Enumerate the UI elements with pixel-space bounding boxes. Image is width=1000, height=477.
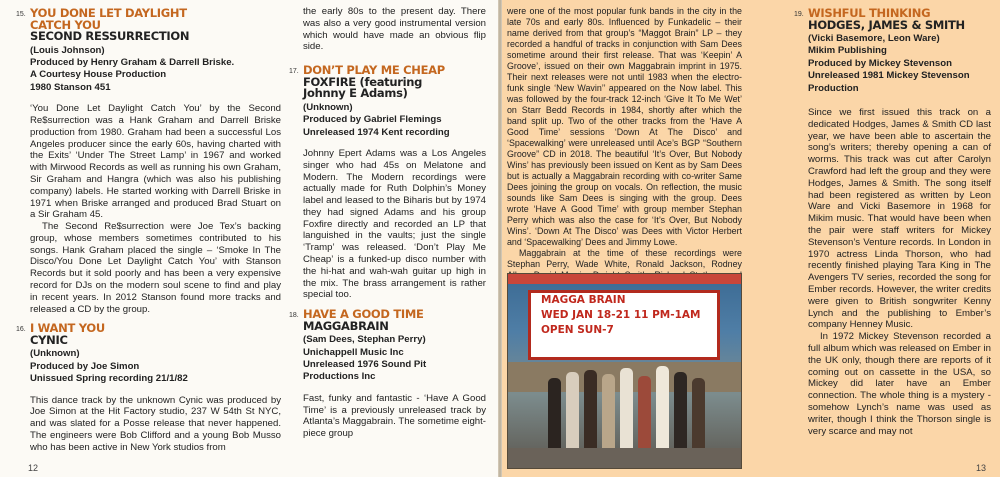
band-member-figure — [656, 366, 669, 450]
track-notes: Fast, funky and fantastic - ‘Have A Good Time’ is a previously unreleased track by Atlanta’s Maggabrain. The sometime eight-piece group — [303, 392, 486, 440]
track-title: DON’T PLAY ME CHEAP — [303, 63, 445, 78]
band-member-figure — [638, 376, 651, 450]
right-column-1 — [507, 6, 742, 292]
track-notes-continued: Maggabrain at the time of these recordings were Stephan Perry, Wade White, Ronald Jackson, Rodney — [507, 248, 742, 269]
band-member-figure — [674, 372, 687, 450]
club-marquee-sign: MAGGA BRAIN WED JAN 18-21 11 PM-1AM OPEN SUN-7 — [528, 290, 720, 360]
track-16 — [16, 321, 281, 453]
track-number: 17. — [289, 68, 299, 76]
track-artist: FOXFIRE (featuring Johnny E Adams) — [303, 74, 423, 101]
track-notes: Since we first issued this track on a dedicated Hodges, James & Smith CD last year, we have been able to ascertain the song’s writers; thereby opening a can of worms. This track was cut after Carolyn Crawford had left the group and they were Hodges, James & Smith. The song itself had been registered as written by Leon Ware and Vicki Basemore in 1968 for Mikim music. That would have been when the pair were staff writers for Mickey Stevenson’s Venture records. In London in 1970 actress Linda Thorson, who had recently finished playing Tara King in The Avengers TV series, recorded the song for Ember records. However, the writer credits were given to British songwriter Kenny Lynch and the publishing to Ember’s company Henney Music. — [808, 107, 991, 331]
track-number: 18. — [289, 312, 299, 320]
track-artist: SECOND RESSURRECTION — [30, 29, 190, 43]
band-member-figure — [548, 378, 561, 450]
track-number: 19. — [794, 11, 804, 18]
left-page — [0, 0, 498, 477]
track-artist: CYNIC — [30, 332, 68, 347]
track-15 — [16, 6, 281, 315]
track-title: WISHFUL THINKING — [808, 6, 931, 20]
track-notes: ‘You Done Let Daylight Catch You’ by the Second Re$surrection was a Hank Graham and Darrell Briske production from 1980. Graham had been a successful Los Angeles producer since the early 60s, having charted with the Exits’ ‘Under The Street Lamp’ in 1967 and worked with Mirwood Records as well as running his own Graham, Sir Graham and Hangra (which was also his publishing company) labels. He started working with Darrell Briske in 1971 when Briske arranged and produced Brad Stuart on a Sir Graham 45. — [30, 103, 281, 221]
band-member-figure — [584, 370, 597, 450]
right-column-2 — [794, 6, 991, 445]
track-credits: (Unknown) Produced by Joe Simon Unissued Spring recording 21/1/82 — [30, 348, 188, 385]
track-notes: The Second Re$surrection were Joe Tex’s backing group, whose members sometimes contributed to his songs. Hank Graham placed the single – ‘Smoke In The Disco/You Done Let Daylight Catch You’ with Stanson Records but it sold poorly and has been a very expensive record for DJs on the modern soul scene to find and play in recent years. In 2012 Stanson found more tracks and released a CD by the group. — [30, 221, 281, 315]
band-member-figure — [692, 378, 705, 450]
track-notes: Johnny Epert Adams was a Los Angeles singer who had 45s on Melatone and Modern. The Modern recordings were actually made for Ruth Dolphin’s Money label and leased to the Biharis but by 1974 they had signed Adams and his group Foxfire directly and recorded an LP that languished in the vaults; just the single ‘Tramp’ was released. ‘Don’t Play Me Cheap’ is a funked-up disco number with the hi-hat and wah-wah guitar up high in the mix. The brass arrangement is rather special too. — [303, 147, 486, 301]
track-artist: MAGGABRAIN — [303, 318, 389, 333]
track-title: HAVE A GOOD TIME — [303, 307, 424, 322]
left-column-2 — [289, 6, 486, 448]
track-title: YOU DONE LET DAYLIGHT CATCH YOU — [30, 6, 187, 32]
track-credits: (Unknown) Produced by Gabriel Flemings Unreleased 1974 Kent recording — [303, 101, 450, 138]
band-member-figure — [566, 372, 579, 450]
band-photo — [507, 273, 742, 469]
track-notes: In 1972 Mickey Stevenson recorded a full album which was released on Ember in the UK only, though there are reports of it coming out on cassette in the USA, so Mickey did later have an Ember connection. The whole thing is a mystery - somehow Lynch’s name was used as writer, though I think the Thorson single is very scarce and may not — [808, 331, 991, 437]
left-column-1 — [16, 6, 281, 462]
track-credits: (Vicki Basemore, Leon Ware) Mikim Publishing Produced by Mickey Stevenson Unreleased 1981 Mickey Stevenson Production — [808, 33, 970, 94]
track-17 — [289, 63, 486, 301]
band-member-figure — [602, 374, 615, 450]
track-number: 16. — [16, 326, 26, 334]
track-credits: (Louis Johnson) Produced by Henry Graham & Darrell Briske. A Courtesy House Production 1980 Stanson 451 — [30, 44, 235, 93]
track-notes: This dance track by the unknown Cynic was produced by Joe Simon at the Hit Factory studio, 237 W 54th St NYC, and was slated for a Posse release that never happened. The engineers were Bob Clifford and a young Bob Musso who has been active in New York studios from — [30, 394, 281, 453]
right-page — [502, 0, 1000, 477]
page-number: 12 — [28, 463, 39, 473]
track-notes-continued: were one of the most popular funk bands in the city in the late 70s and early 80s. Influenced by Funkadelic – their name derived from that group’s “Maggot Brain” LP – they recorded a handful of tracks in conjunction with Sam Dees sometime around their first release. That was ‘Keepin’ A Groove’, issued on their own Maggabrain imprint in 1975. Their next releases were not until 1983 when the electro-funk single ‘New Wavin’’ appeared on the Now label. This was followed by the four-track 12-inch ‘Give It To Me Wet’ on Starr Bedd Records in 1984, shortly after which the band split up. Two of the other tracks from the ‘Have A Good Time’ sessions ‘Down At The Disco’ and ‘Spacewalking’ were unreleased until Ace’s BGP “Southern Groove” CD in 2018. The beautiful ‘It’s Over, But Nobody Wins’ has previously been issued on Kent as by Sam Dees but is actually a Maggabrain recording with co-writer Same Dees joining the group on vocals. On reflection, the music sounds like Sam Dees is singing with the group. Dees wrote ‘Have A Good Time’ with group member Stephan Perry which was also the case for ‘It’s Over, But Nobody Wins’. ‘Down At The Disco’ was Dees with Victor Herbert and ‘Spacewalking’ Dees and Jimmy Lowe. — [507, 6, 742, 247]
track-artist: HODGES, JAMES & SMITH — [808, 17, 965, 32]
track-title: I WANT YOU — [30, 321, 105, 336]
track-credits: (Sam Dees, Stephan Perry) Unichappell Music Inc Unreleased 1976 Sound Pit Productions Inc — [303, 334, 427, 383]
track-notes-continued: the early 80s to the present day. There was also a very good instrumental version which would have made an obvious flip side. — [303, 6, 486, 53]
band-member-figure — [620, 368, 633, 450]
track-number: 15. — [16, 11, 26, 18]
track-19 — [794, 6, 991, 437]
page-number: 13 — [975, 463, 986, 473]
track-18 — [289, 307, 486, 440]
